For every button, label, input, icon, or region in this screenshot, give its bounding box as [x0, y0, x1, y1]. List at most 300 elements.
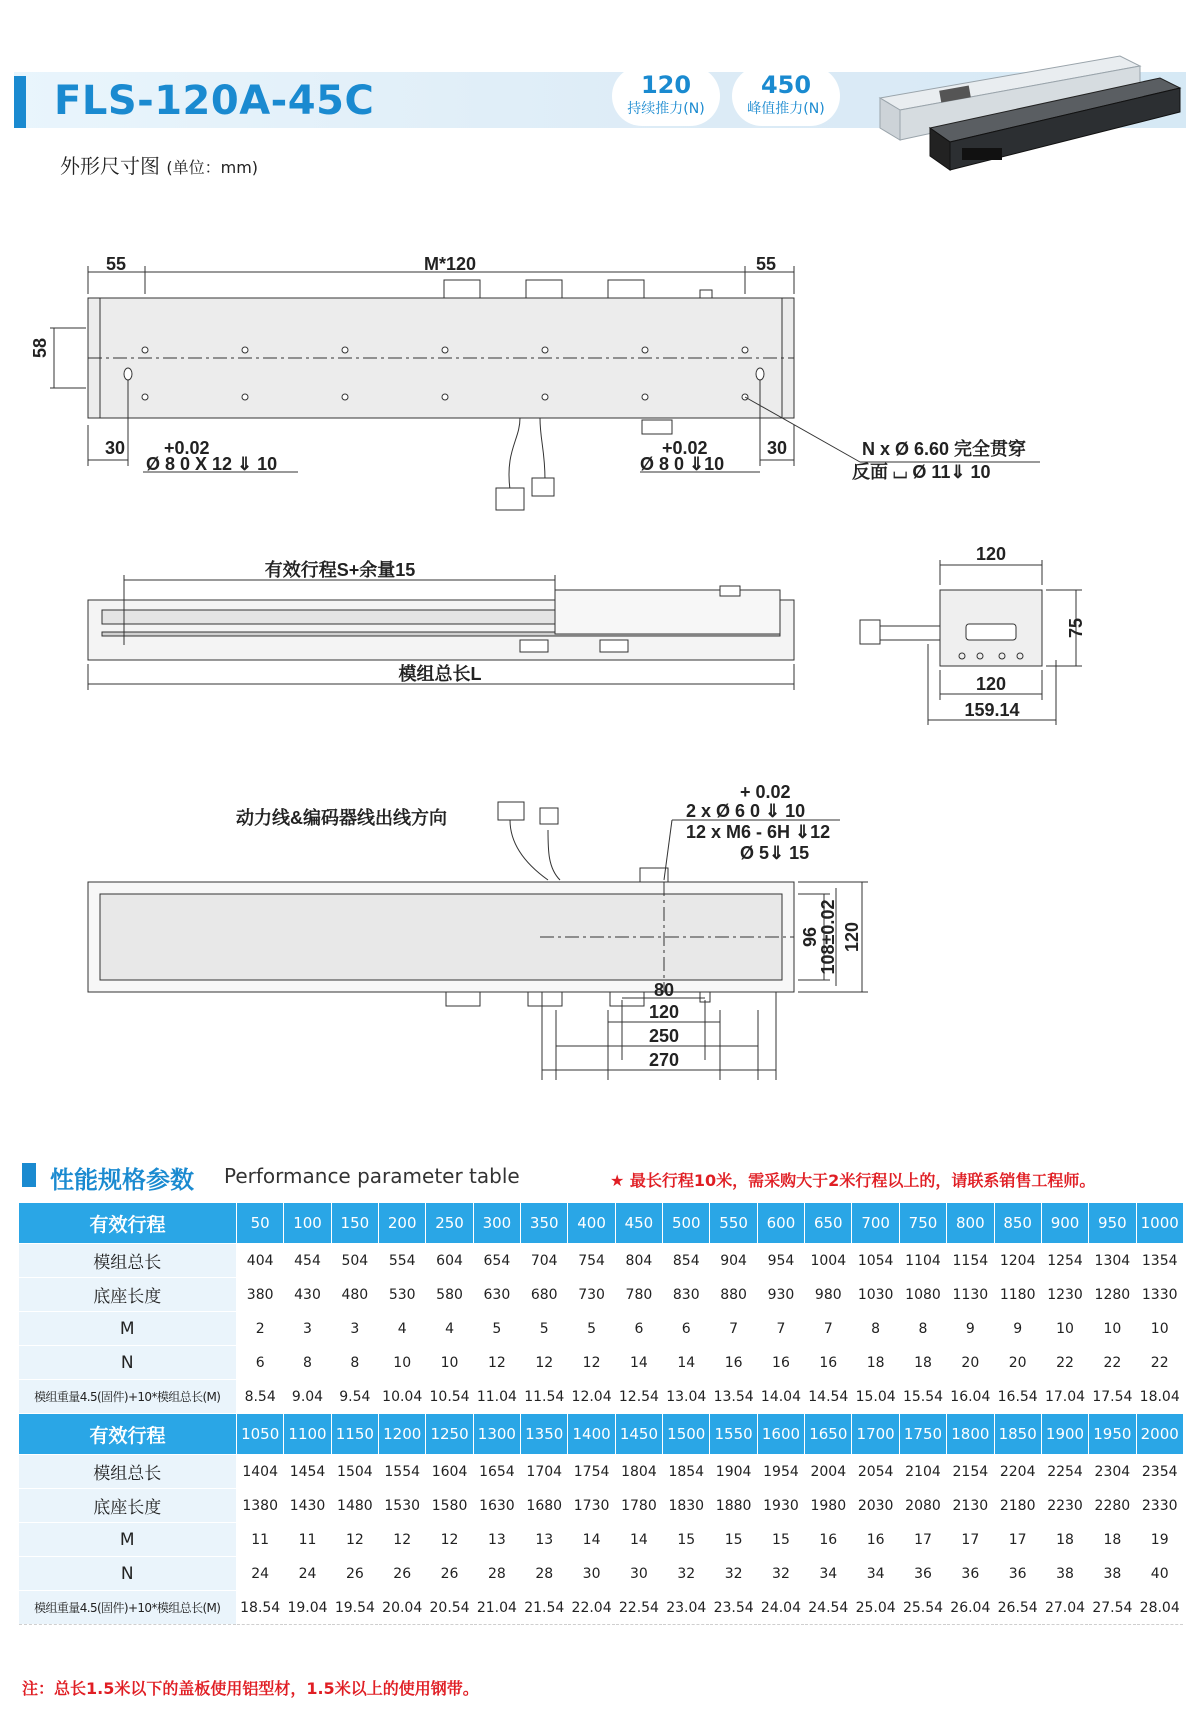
- row-label-n: N: [19, 1557, 237, 1591]
- cell-total: 1104: [899, 1244, 946, 1278]
- cell-total: 1504: [331, 1455, 378, 1489]
- cell-n: 30: [568, 1557, 615, 1591]
- cell-base: 1580: [426, 1489, 473, 1523]
- cell-weight: 19.04: [284, 1591, 331, 1625]
- cell-base: 1830: [663, 1489, 710, 1523]
- cell-m: 6: [615, 1312, 662, 1346]
- cell-weight: 28.04: [1136, 1591, 1183, 1625]
- cell-total: 1354: [1136, 1244, 1183, 1278]
- cell-total: 1904: [710, 1455, 757, 1489]
- cell-weight: 18.04: [1136, 1380, 1183, 1414]
- cell-stroke: 1200: [379, 1414, 426, 1455]
- cell-base: 1380: [237, 1489, 284, 1523]
- cell-stroke: 1800: [947, 1414, 994, 1455]
- bottom-dim-120b: 120: [648, 1002, 680, 1022]
- cell-m: 2: [237, 1312, 284, 1346]
- row-label-weight: 模组重量4.5(固件)+10*模组总长(M): [19, 1591, 237, 1625]
- cell-base: 1530: [379, 1489, 426, 1523]
- cell-weight: 21.04: [473, 1591, 520, 1625]
- cell-weight: 15.54: [899, 1380, 946, 1414]
- cell-base: 1880: [710, 1489, 757, 1523]
- cell-m: 17: [899, 1523, 946, 1557]
- cell-m: 10: [1089, 1312, 1136, 1346]
- stroke-limit-note: ★ 最长行程10米，需采购大于2米行程以上的，请联系销售工程师。: [610, 1171, 1096, 1190]
- performance-table: [18, 1202, 1184, 1625]
- continuous-force-badge: [612, 66, 720, 126]
- cell-n: 20: [947, 1346, 994, 1380]
- pin-hole-spec: 2 x Ø 6 0 ⇓ 10: [686, 801, 806, 821]
- table-row: [19, 1380, 1184, 1414]
- cell-weight: 13.04: [663, 1380, 710, 1414]
- cell-weight: 15.04: [852, 1380, 899, 1414]
- cell-total: 1004: [805, 1244, 852, 1278]
- cell-m: 7: [710, 1312, 757, 1346]
- cell-n: 32: [757, 1557, 804, 1591]
- cell-stroke: 800: [947, 1203, 994, 1244]
- cell-base: 980: [805, 1278, 852, 1312]
- cell-base: 1030: [852, 1278, 899, 1312]
- cell-base: 830: [663, 1278, 710, 1312]
- cell-stroke: 750: [899, 1203, 946, 1244]
- cell-total: 1554: [379, 1455, 426, 1489]
- cell-m: 11: [237, 1523, 284, 1557]
- cell-total: 454: [284, 1244, 331, 1278]
- cell-n: 12: [568, 1346, 615, 1380]
- cell-base: 2180: [994, 1489, 1041, 1523]
- cell-total: 1654: [473, 1455, 520, 1489]
- cell-base: 1130: [947, 1278, 994, 1312]
- cell-m: 14: [615, 1523, 662, 1557]
- cell-stroke: 1750: [899, 1414, 946, 1455]
- cell-base: 1930: [757, 1489, 804, 1523]
- cell-total: 404: [237, 1244, 284, 1278]
- cell-n: 34: [852, 1557, 899, 1591]
- cell-weight: 25.54: [899, 1591, 946, 1625]
- cell-weight: 14.54: [805, 1380, 852, 1414]
- row-label-weight: 模组重量4.5(固件)+10*模组总长(M): [19, 1380, 237, 1414]
- peak-force-badge: [732, 66, 840, 126]
- cell-total: 854: [663, 1244, 710, 1278]
- end-dim-120-top: 120: [975, 544, 1007, 564]
- cell-m: 12: [426, 1523, 473, 1557]
- cell-stroke: 550: [710, 1203, 757, 1244]
- cell-base: 1230: [1041, 1278, 1088, 1312]
- cell-stroke: 300: [473, 1203, 520, 1244]
- cell-n: 12: [521, 1346, 568, 1380]
- cell-base: 1080: [899, 1278, 946, 1312]
- cell-stroke: 950: [1089, 1203, 1136, 1244]
- cell-weight: 20.04: [379, 1591, 426, 1625]
- cell-m: 15: [710, 1523, 757, 1557]
- peak-force-label: 峰值推力(N): [747, 101, 825, 117]
- cell-weight: 16.54: [994, 1380, 1041, 1414]
- cell-base: 1680: [521, 1489, 568, 1523]
- cell-total: 2304: [1089, 1455, 1136, 1489]
- cell-stroke: 1700: [852, 1414, 899, 1455]
- row-label-m: M: [19, 1312, 237, 1346]
- cell-base: 1180: [994, 1278, 1041, 1312]
- thread-hole-spec: 12 x M6 - 6H ⇓12: [686, 822, 831, 842]
- continuous-force-value: 120: [640, 71, 692, 99]
- row-label-m: M: [19, 1523, 237, 1557]
- cell-m: 9: [994, 1312, 1041, 1346]
- cell-m: 4: [426, 1312, 473, 1346]
- cell-m: 18: [1089, 1523, 1136, 1557]
- cell-weight: 12.04: [568, 1380, 615, 1414]
- drawing-subtitle: [60, 150, 258, 179]
- cell-weight: 9.04: [284, 1380, 331, 1414]
- cell-stroke: 900: [1041, 1203, 1088, 1244]
- cell-weight: 21.54: [521, 1591, 568, 1625]
- cell-stroke: 1000: [1136, 1203, 1183, 1244]
- tolerance-left: +0.02: [164, 438, 210, 458]
- cell-n: 16: [710, 1346, 757, 1380]
- dim-55-left: 55: [105, 254, 127, 274]
- cell-n: 26: [331, 1557, 378, 1591]
- cell-stroke: 650: [805, 1203, 852, 1244]
- material-note: 注：总长1.5米以下的盖板使用铝型材，1.5米以上的使用钢带。: [22, 1679, 479, 1698]
- cell-stroke: 1350: [521, 1414, 568, 1455]
- cell-stroke: 1300: [473, 1414, 520, 1455]
- table-row: [19, 1244, 1184, 1278]
- cell-total: 2004: [805, 1455, 852, 1489]
- cell-weight: 26.54: [994, 1591, 1041, 1625]
- cell-m: 5: [473, 1312, 520, 1346]
- cell-base: 630: [473, 1278, 520, 1312]
- cell-weight: 17.04: [1041, 1380, 1088, 1414]
- cell-stroke: 1550: [710, 1414, 757, 1455]
- cell-stroke: 1650: [805, 1414, 852, 1455]
- cell-weight: 24.04: [757, 1591, 804, 1625]
- cell-stroke: 400: [568, 1203, 615, 1244]
- cell-n: 22: [1041, 1346, 1088, 1380]
- cell-n: 24: [284, 1557, 331, 1591]
- cell-weight: 11.54: [521, 1380, 568, 1414]
- row-label-stroke: 有效行程: [19, 1203, 237, 1244]
- cell-stroke: 1050: [237, 1414, 284, 1455]
- table-row: [19, 1557, 1184, 1591]
- cell-stroke: 500: [663, 1203, 710, 1244]
- hole-spec-n: N x Ø 6.60 完全贯穿: [862, 439, 1027, 459]
- cell-total: 1804: [615, 1455, 662, 1489]
- cell-n: 28: [473, 1557, 520, 1591]
- cell-stroke: 1450: [615, 1414, 662, 1455]
- cell-n: 40: [1136, 1557, 1183, 1591]
- dim-58: 58: [30, 337, 50, 359]
- cell-n: 32: [710, 1557, 757, 1591]
- cell-stroke: 450: [615, 1203, 662, 1244]
- total-length-label: 模组总长L: [398, 664, 482, 684]
- cell-n: 8: [331, 1346, 378, 1380]
- cell-weight: 23.04: [663, 1591, 710, 1625]
- cell-total: 504: [331, 1244, 378, 1278]
- bottom-dim-80: 80: [653, 980, 675, 1000]
- cell-n: 16: [757, 1346, 804, 1380]
- cell-total: 1954: [757, 1455, 804, 1489]
- cell-base: 1280: [1089, 1278, 1136, 1312]
- end-dim-159: 159.14: [964, 700, 1020, 720]
- cell-base: 1730: [568, 1489, 615, 1523]
- cell-stroke: 1100: [284, 1414, 331, 1455]
- cell-total: 1154: [947, 1244, 994, 1278]
- cell-n: 18: [852, 1346, 899, 1380]
- cell-base: 2080: [899, 1489, 946, 1523]
- cell-total: 1054: [852, 1244, 899, 1278]
- title-accent-bar: [14, 76, 26, 128]
- row-label-stroke: 有效行程: [19, 1414, 237, 1455]
- tolerance-right: +0.02: [662, 438, 708, 458]
- cell-n: 8: [284, 1346, 331, 1380]
- dim-55-right: 55: [755, 254, 777, 274]
- cell-weight: 10.54: [426, 1380, 473, 1414]
- cell-weight: 16.04: [947, 1380, 994, 1414]
- cell-n: 10: [379, 1346, 426, 1380]
- cell-total: 2204: [994, 1455, 1041, 1489]
- cell-stroke: 150: [331, 1203, 378, 1244]
- cell-n: 12: [473, 1346, 520, 1380]
- cell-stroke: 700: [852, 1203, 899, 1244]
- cell-total: 654: [473, 1244, 520, 1278]
- cell-weight: 18.54: [237, 1591, 284, 1625]
- cell-weight: 27.54: [1089, 1591, 1136, 1625]
- cell-total: 2354: [1136, 1455, 1183, 1489]
- dim-30-left: 30: [104, 438, 126, 458]
- row-label-total: 模组总长: [19, 1244, 237, 1278]
- cell-base: 1480: [331, 1489, 378, 1523]
- cell-base: 2230: [1041, 1489, 1088, 1523]
- cell-n: 22: [1089, 1346, 1136, 1380]
- cell-n: 10: [426, 1346, 473, 1380]
- cell-base: 1330: [1136, 1278, 1183, 1312]
- cell-stroke: 250: [426, 1203, 473, 1244]
- cell-base: 2130: [947, 1489, 994, 1523]
- cell-weight: 9.54: [331, 1380, 378, 1414]
- continuous-force-label: 持续推力(N): [627, 101, 705, 117]
- cell-m: 19: [1136, 1523, 1183, 1557]
- cell-weight: 13.54: [710, 1380, 757, 1414]
- section-title-en: Performance parameter table: [224, 1164, 520, 1188]
- cell-n: 24: [237, 1557, 284, 1591]
- cell-total: 804: [615, 1244, 662, 1278]
- cell-n: 6: [237, 1346, 284, 1380]
- cell-base: 2330: [1136, 1489, 1183, 1523]
- cell-stroke: 1500: [663, 1414, 710, 1455]
- cell-m: 17: [994, 1523, 1041, 1557]
- peak-force-value: 450: [760, 71, 812, 99]
- cell-stroke: 350: [521, 1203, 568, 1244]
- cell-total: 1304: [1089, 1244, 1136, 1278]
- cell-m: 13: [521, 1523, 568, 1557]
- cell-m: 14: [568, 1523, 615, 1557]
- cell-weight: 8.54: [237, 1380, 284, 1414]
- table-row: [19, 1489, 1184, 1523]
- cell-total: 554: [379, 1244, 426, 1278]
- table-row: [19, 1523, 1184, 1557]
- cell-base: 380: [237, 1278, 284, 1312]
- cell-n: 28: [521, 1557, 568, 1591]
- cell-base: 1980: [805, 1489, 852, 1523]
- table-row: [19, 1455, 1184, 1489]
- hole-spec-right: Ø 8 0 ⇓10: [640, 454, 725, 474]
- cell-total: 1704: [521, 1455, 568, 1489]
- bottom-tolerance: + 0.02: [740, 782, 791, 802]
- cell-m: 12: [379, 1523, 426, 1557]
- cell-n: 36: [947, 1557, 994, 1591]
- cell-stroke: 1900: [1041, 1414, 1088, 1455]
- cell-total: 1204: [994, 1244, 1041, 1278]
- stroke-label: 有效行程S+余量15: [264, 560, 416, 580]
- cell-total: 1454: [284, 1455, 331, 1489]
- cell-weight: 19.54: [331, 1591, 378, 1625]
- cell-total: 604: [426, 1244, 473, 1278]
- cell-total: 2104: [899, 1455, 946, 1489]
- cell-weight: 12.54: [615, 1380, 662, 1414]
- cell-n: 30: [615, 1557, 662, 1591]
- cell-m: 4: [379, 1312, 426, 1346]
- cell-total: 904: [710, 1244, 757, 1278]
- cell-m: 12: [331, 1523, 378, 1557]
- cell-weight: 22.04: [568, 1591, 615, 1625]
- cell-m: 3: [284, 1312, 331, 1346]
- table-row: [19, 1591, 1184, 1625]
- cell-m: 3: [331, 1312, 378, 1346]
- cell-n: 26: [426, 1557, 473, 1591]
- cell-base: 730: [568, 1278, 615, 1312]
- cell-m: 13: [473, 1523, 520, 1557]
- cell-weight: 20.54: [426, 1591, 473, 1625]
- cell-total: 954: [757, 1244, 804, 1278]
- cell-total: 1854: [663, 1455, 710, 1489]
- cell-base: 2030: [852, 1489, 899, 1523]
- end-dim-120-bottom: 120: [975, 674, 1007, 694]
- section-title: 性能规格参数: [50, 1166, 194, 1194]
- cell-n: 32: [663, 1557, 710, 1591]
- cell-stroke: 100: [284, 1203, 331, 1244]
- cell-n: 36: [899, 1557, 946, 1591]
- drawing-subtitle-text: 外形尺寸图: [60, 154, 160, 178]
- cell-base: 1630: [473, 1489, 520, 1523]
- cell-total: 1604: [426, 1455, 473, 1489]
- cell-weight: 25.04: [852, 1591, 899, 1625]
- cell-base: 1780: [615, 1489, 662, 1523]
- cell-base: 930: [757, 1278, 804, 1312]
- table-header-row: [19, 1414, 1184, 1455]
- cell-base: 580: [426, 1278, 473, 1312]
- cell-weight: 14.04: [757, 1380, 804, 1414]
- cell-m: 15: [757, 1523, 804, 1557]
- cell-stroke: 1850: [994, 1414, 1041, 1455]
- cell-m: 6: [663, 1312, 710, 1346]
- cell-m: 5: [521, 1312, 568, 1346]
- cell-n: 16: [805, 1346, 852, 1380]
- dim-m120: M*120: [423, 254, 477, 274]
- hole-spec-left: Ø 8 0 X 12 ⇓ 10: [146, 454, 278, 474]
- product-photo: [870, 48, 1190, 178]
- model-title: FLS-120A-45C: [54, 78, 375, 124]
- bottom-dim-108: 108±0.02: [818, 899, 838, 975]
- drawing-unit-note: (单位：mm): [166, 158, 259, 177]
- cell-m: 7: [805, 1312, 852, 1346]
- cell-base: 480: [331, 1278, 378, 1312]
- cell-weight: 10.04: [379, 1380, 426, 1414]
- cell-weight: 26.04: [947, 1591, 994, 1625]
- cell-base: 1430: [284, 1489, 331, 1523]
- cell-weight: 11.04: [473, 1380, 520, 1414]
- bottom-dim-96: 96: [800, 926, 820, 948]
- cell-weight: 24.54: [805, 1591, 852, 1625]
- dim-30-right: 30: [766, 438, 788, 458]
- cell-n: 22: [1136, 1346, 1183, 1380]
- cell-base: 780: [615, 1278, 662, 1312]
- cell-n: 34: [805, 1557, 852, 1591]
- cell-stroke: 50: [237, 1203, 284, 1244]
- cell-weight: 22.54: [615, 1591, 662, 1625]
- cell-total: 2054: [852, 1455, 899, 1489]
- cell-n: 38: [1041, 1557, 1088, 1591]
- table-row: [19, 1346, 1184, 1380]
- cell-stroke: 1400: [568, 1414, 615, 1455]
- row-label-base: 底座长度: [19, 1489, 237, 1523]
- section-icon: [22, 1163, 36, 1187]
- cell-stroke: 1150: [331, 1414, 378, 1455]
- cell-m: 10: [1136, 1312, 1183, 1346]
- row-label-base: 底座长度: [19, 1278, 237, 1312]
- cell-total: 2254: [1041, 1455, 1088, 1489]
- cell-weight: 27.04: [1041, 1591, 1088, 1625]
- row-label-n: N: [19, 1346, 237, 1380]
- end-dim-75: 75: [1066, 617, 1086, 639]
- cell-n: 14: [615, 1346, 662, 1380]
- cell-n: 18: [899, 1346, 946, 1380]
- cable-direction-label: 动力线&编码器线出线方向: [236, 808, 447, 828]
- cell-stroke: 1950: [1089, 1414, 1136, 1455]
- cell-m: 8: [899, 1312, 946, 1346]
- cell-n: 36: [994, 1557, 1041, 1591]
- cell-base: 530: [379, 1278, 426, 1312]
- cell-m: 18: [1041, 1523, 1088, 1557]
- cell-m: 16: [852, 1523, 899, 1557]
- counterbore-spec: Ø 5⇓ 15: [740, 843, 810, 863]
- cell-m: 16: [805, 1523, 852, 1557]
- cell-total: 1404: [237, 1455, 284, 1489]
- cell-m: 15: [663, 1523, 710, 1557]
- cell-n: 20: [994, 1346, 1041, 1380]
- cell-base: 680: [521, 1278, 568, 1312]
- table-row: [19, 1312, 1184, 1346]
- cell-n: 14: [663, 1346, 710, 1380]
- cell-total: 754: [568, 1244, 615, 1278]
- cell-stroke: 850: [994, 1203, 1041, 1244]
- cell-m: 9: [947, 1312, 994, 1346]
- cell-m: 17: [947, 1523, 994, 1557]
- cell-stroke: 2000: [1136, 1414, 1183, 1455]
- row-label-total: 模组总长: [19, 1455, 237, 1489]
- cell-stroke: 200: [379, 1203, 426, 1244]
- bottom-dim-120: 120: [842, 921, 862, 953]
- cell-base: 880: [710, 1278, 757, 1312]
- cell-base: 2280: [1089, 1489, 1136, 1523]
- bottom-dim-250: 250: [648, 1026, 680, 1046]
- cell-n: 38: [1089, 1557, 1136, 1591]
- cell-m: 8: [852, 1312, 899, 1346]
- cell-total: 704: [521, 1244, 568, 1278]
- cell-m: 10: [1041, 1312, 1088, 1346]
- cell-stroke: 600: [757, 1203, 804, 1244]
- cell-stroke: 1600: [757, 1414, 804, 1455]
- table-row: [19, 1278, 1184, 1312]
- cell-n: 26: [379, 1557, 426, 1591]
- table-header-row: [19, 1203, 1184, 1244]
